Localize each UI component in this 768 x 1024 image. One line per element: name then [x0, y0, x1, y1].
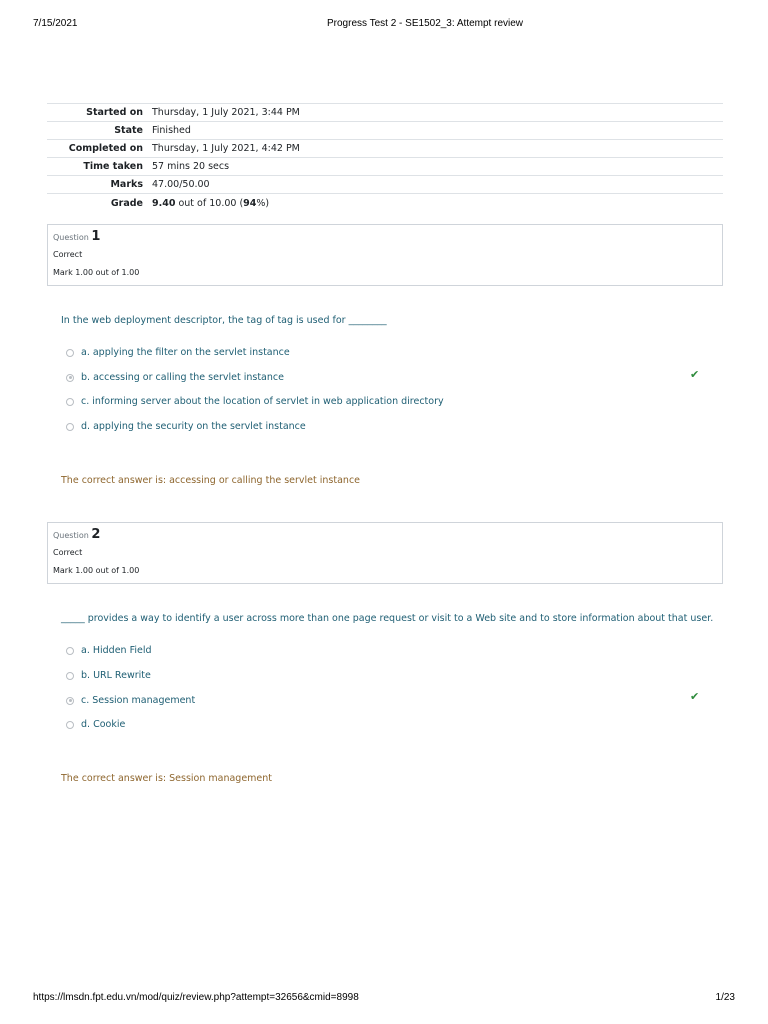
correct-answer-feedback: The correct answer is: accessing or calling the servlet instance [61, 475, 361, 486]
answer-option[interactable] [66, 347, 290, 358]
summary-value [148, 194, 723, 212]
answer-label: b. accessing or calling the servlet instance [81, 372, 284, 383]
question-prefix: Question [53, 233, 89, 242]
correct-answer-feedback: The correct answer is: Session management [61, 773, 273, 784]
radio-icon[interactable] [66, 398, 74, 406]
summary-row-completed [47, 140, 723, 158]
answer-label: a. applying the filter on the servlet instance [81, 347, 290, 358]
answer-option[interactable] [66, 396, 444, 407]
answer-label: a. Hidden Field [81, 645, 152, 656]
summary-label: State [47, 122, 148, 140]
summary-label: Completed on [47, 140, 148, 158]
question-number [53, 527, 100, 542]
radio-icon[interactable] [66, 697, 74, 705]
radio-icon[interactable] [66, 672, 74, 680]
summary-value: Thursday, 1 July 2021, 4:42 PM [148, 140, 723, 158]
answer-label: c. Session management [81, 695, 196, 706]
question-number-value: 2 [91, 527, 101, 542]
answer-label: d. applying the security on the servlet instance [81, 421, 306, 432]
summary-row-grade [47, 194, 723, 212]
answer-option[interactable] [66, 719, 125, 730]
radio-icon[interactable] [66, 721, 74, 729]
print-title: Progress Test 2 - SE1502_3: Attempt review [326, 18, 524, 29]
question-text: In the web deployment descriptor, the tag of tag is used for ________ [61, 315, 387, 326]
check-icon: ✔ [690, 690, 700, 703]
question-info-2 [47, 522, 723, 584]
grade-score: 9.40 [152, 197, 176, 209]
answer-option[interactable] [66, 695, 195, 706]
page-number: 1/23 [715, 992, 735, 1003]
answer-option[interactable] [66, 372, 284, 383]
summary-value: 47.00/50.00 [148, 176, 723, 194]
grade-percent: 94 [243, 197, 257, 209]
question-number [53, 229, 100, 244]
question-mark: Mark 1.00 out of 1.00 [53, 566, 140, 575]
attempt-summary-table [47, 103, 723, 212]
radio-icon[interactable] [66, 374, 74, 382]
question-state: Correct [53, 250, 83, 259]
question-info-1 [47, 224, 723, 286]
answer-label: d. Cookie [81, 719, 126, 730]
answer-option[interactable] [66, 670, 151, 681]
answer-option[interactable] [66, 421, 306, 432]
summary-label: Time taken [47, 158, 148, 176]
summary-label: Started on [47, 104, 148, 122]
question-text: _____ provides a way to identify a user across more than one page request or visit to a Web site and to store information about that user. [61, 613, 714, 624]
summary-row-marks [47, 176, 723, 194]
question-prefix: Question [53, 531, 89, 540]
radio-icon[interactable] [66, 647, 74, 655]
summary-value: 57 mins 20 secs [148, 158, 723, 176]
question-number-value: 1 [91, 229, 101, 244]
radio-icon[interactable] [66, 349, 74, 357]
summary-value: Finished [148, 122, 723, 140]
question-state: Correct [53, 548, 83, 557]
summary-value: Thursday, 1 July 2021, 3:44 PM [148, 104, 723, 122]
radio-icon[interactable] [66, 423, 74, 431]
grade-text: out of 10.00 ( [175, 197, 244, 209]
page-url: https://lmsdn.fpt.edu.vn/mod/quiz/review.php?attempt=32656&cmid=8998 [33, 992, 359, 1003]
question-mark: Mark 1.00 out of 1.00 [53, 268, 140, 277]
check-icon: ✔ [690, 368, 700, 381]
grade-end: %) [256, 197, 270, 209]
summary-label: Grade [47, 194, 148, 212]
summary-row-started [47, 104, 723, 122]
print-date: 7/15/2021 [33, 18, 78, 29]
summary-label: Marks [47, 176, 148, 194]
summary-row-time [47, 158, 723, 176]
answer-label: b. URL Rewrite [81, 670, 151, 681]
summary-row-state [47, 122, 723, 140]
answer-option[interactable] [66, 645, 152, 656]
answer-label: c. informing server about the location of servlet in web application directory [81, 396, 444, 407]
